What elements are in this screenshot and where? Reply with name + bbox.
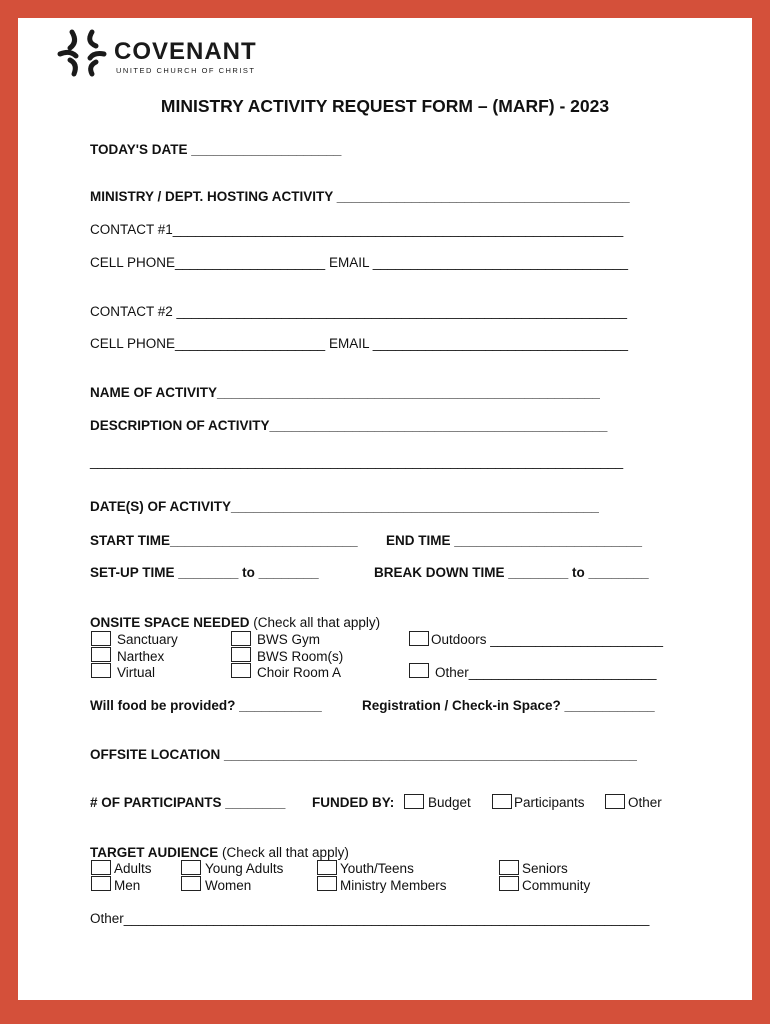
- form-title: MINISTRY ACTIVITY REQUEST FORM – (MARF) - 2023: [160, 96, 610, 116]
- men-label: Men: [114, 878, 141, 893]
- women-checkbox[interactable]: [181, 876, 201, 891]
- virtual-label: Virtual: [117, 665, 156, 680]
- activity-name-field[interactable]: NAME OF ACTIVITY___________________________________________________: [90, 385, 600, 400]
- adults-checkbox[interactable]: [91, 860, 111, 875]
- onsite-other-field[interactable]: Other_________________________: [435, 665, 657, 680]
- onsite-heading: ONSITE SPACE NEEDED (Check all that apply): [90, 615, 381, 630]
- activity-description-field[interactable]: DESCRIPTION OF ACTIVITY_____________________________________________: [90, 418, 608, 433]
- audience-heading: TARGET AUDIENCE (Check all that apply): [90, 845, 349, 860]
- activity-description-line[interactable]: _______________________________________________________________________: [90, 454, 624, 469]
- young-adults-label: Young Adults: [205, 861, 284, 876]
- bws-gym-checkbox[interactable]: [231, 631, 251, 646]
- young-adults-checkbox[interactable]: [181, 860, 201, 875]
- ministry-members-label: Ministry Members: [340, 878, 447, 893]
- activity-dates-field[interactable]: DATE(S) OF ACTIVITY_________________________________________________: [90, 499, 599, 514]
- cell-email2-field[interactable]: CELL PHONE____________________ EMAIL __________________________________: [90, 336, 628, 351]
- start-time-field[interactable]: START TIME_________________________: [90, 533, 358, 548]
- narthex-label: Narthex: [117, 649, 165, 664]
- bws-rooms-label: BWS Room(s): [257, 649, 344, 664]
- choir-room-checkbox[interactable]: [231, 663, 251, 678]
- choir-room-label: Choir Room A: [257, 665, 342, 680]
- ministry-hosting-field[interactable]: MINISTRY / DEPT. HOSTING ACTIVITY _______________________________________: [90, 189, 630, 204]
- budget-checkbox[interactable]: [404, 794, 424, 809]
- ministry-members-checkbox[interactable]: [317, 876, 337, 891]
- seniors-checkbox[interactable]: [499, 860, 519, 875]
- outdoors-checkbox[interactable]: [409, 631, 429, 646]
- bws-rooms-checkbox[interactable]: [231, 647, 251, 662]
- cell-email1-field[interactable]: CELL PHONE____________________ EMAIL __________________________________: [90, 255, 628, 270]
- setup-time-field[interactable]: SET-UP TIME ________ to ________: [90, 565, 319, 580]
- end-time-field[interactable]: END TIME _________________________: [386, 533, 642, 548]
- youth-teens-checkbox[interactable]: [317, 860, 337, 875]
- covenant-logo-icon: [56, 26, 110, 80]
- audience-other-field[interactable]: Other______________________________________________________________________: [90, 911, 650, 926]
- food-field[interactable]: Will food be provided? ___________: [90, 698, 322, 713]
- sanctuary-checkbox[interactable]: [91, 631, 111, 646]
- offsite-location-field[interactable]: OFFSITE LOCATION _______________________________________________________: [90, 747, 637, 762]
- logo-wordmark: COVENANT: [114, 38, 257, 65]
- funded-other-checkbox[interactable]: [605, 794, 625, 809]
- onsite-other-checkbox[interactable]: [409, 663, 429, 678]
- funded-by-label: FUNDED BY:: [312, 795, 395, 810]
- youth-teens-label: Youth/Teens: [340, 861, 414, 876]
- community-checkbox[interactable]: [499, 876, 519, 891]
- virtual-checkbox[interactable]: [91, 663, 111, 678]
- women-label: Women: [205, 878, 252, 893]
- funded-other-label: Other: [628, 795, 662, 810]
- budget-label: Budget: [428, 795, 471, 810]
- contact2-field[interactable]: CONTACT #2 ____________________________________________________________: [90, 304, 628, 319]
- participants-checkbox[interactable]: [492, 794, 512, 809]
- participants-field[interactable]: # OF PARTICIPANTS ________: [90, 795, 286, 810]
- participants-label: Participants: [514, 795, 585, 810]
- contact1-field[interactable]: CONTACT #1____________________________________________________________: [90, 222, 624, 237]
- narthex-checkbox[interactable]: [91, 647, 111, 662]
- registration-field[interactable]: Registration / Check-in Space? ____________: [362, 698, 655, 713]
- community-label: Community: [522, 878, 591, 893]
- logo-subtitle: UNITED CHURCH OF CHRIST: [116, 66, 256, 75]
- sanctuary-label: Sanctuary: [117, 632, 178, 647]
- todays-date-field[interactable]: TODAY'S DATE ____________________: [90, 142, 342, 157]
- men-checkbox[interactable]: [91, 876, 111, 891]
- outdoors-field[interactable]: Outdoors _______________________: [431, 632, 663, 647]
- adults-label: Adults: [114, 861, 152, 876]
- seniors-label: Seniors: [522, 861, 568, 876]
- breakdown-time-field[interactable]: BREAK DOWN TIME ________ to ________: [374, 565, 649, 580]
- form-page: [18, 18, 752, 1000]
- bws-gym-label: BWS Gym: [257, 632, 320, 647]
